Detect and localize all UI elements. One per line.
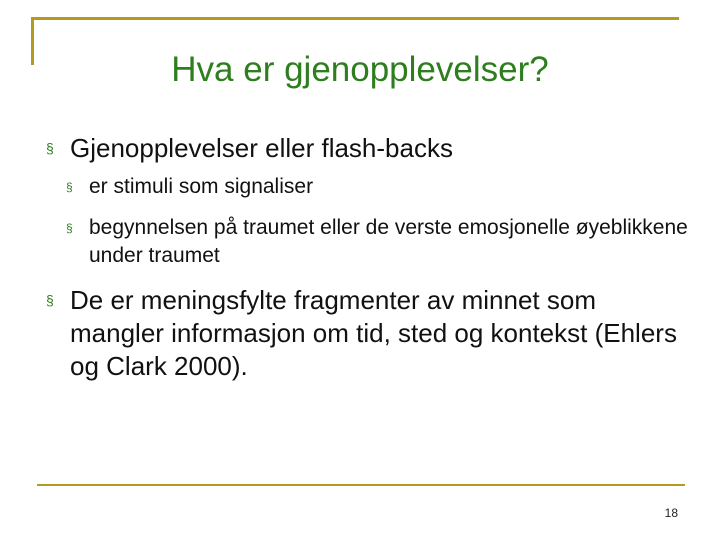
sub-bullet-item: [66, 214, 696, 270]
bullet-item: [46, 132, 686, 165]
bullet-marker-icon: §: [46, 140, 54, 156]
bullet-item: [46, 284, 686, 383]
footer-line: [37, 484, 685, 486]
sub-bullet-item: [66, 173, 696, 201]
slide-title: Hva er gjenopplevelser?: [171, 50, 549, 89]
bullet-text: De er meningsfylte fragmenter av minnet som mangler informasjon om tid, sted og kontekst (Ehlers og Clark 2000).: [70, 285, 677, 381]
bullet-text: er stimuli som signaliser: [89, 175, 314, 198]
bullet-marker-icon: §: [46, 292, 54, 308]
bullet-marker-icon: §: [66, 221, 73, 235]
bullet-marker-icon: §: [66, 180, 73, 194]
frame-left-line: [31, 17, 34, 65]
page-number: 18: [664, 506, 678, 520]
bullet-text: begynnelsen på traumet eller de verste emosjonelle øyeblikkene under traumet: [89, 216, 688, 267]
frame-top-line: [31, 17, 679, 20]
bullet-text: Gjenopplevelser eller flash-backs: [70, 133, 453, 163]
